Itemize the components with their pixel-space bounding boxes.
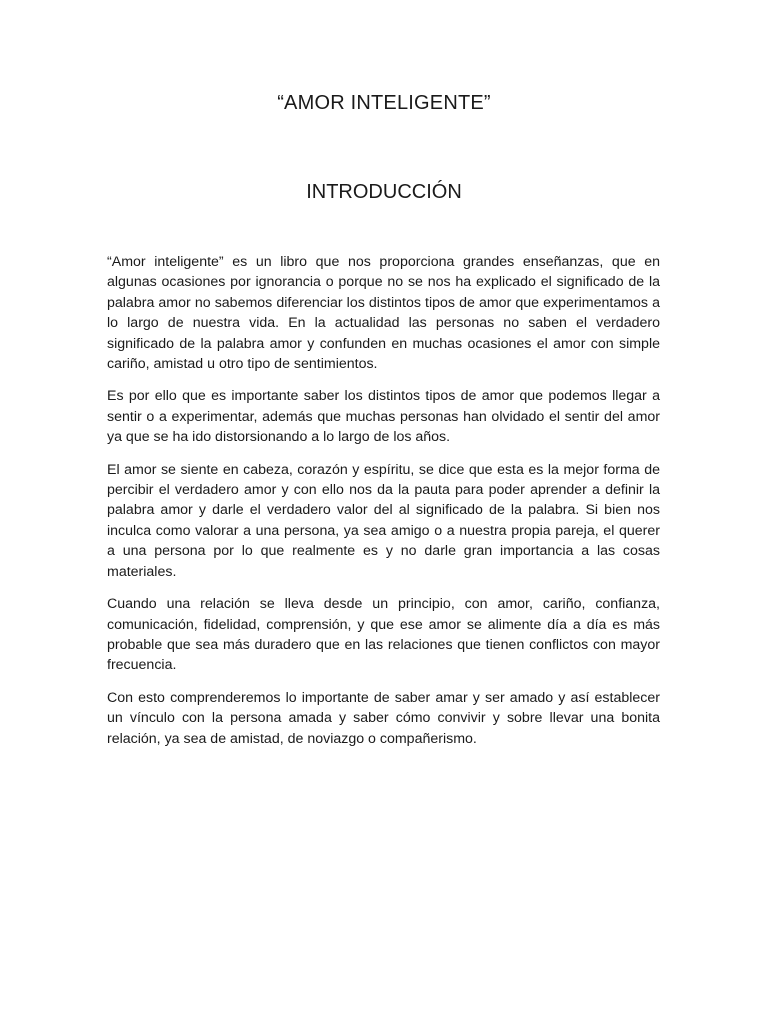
paragraph: El amor se siente en cabeza, corazón y espíritu, se dice que esta es la mejor forma de percibir el verdadero amor y con ello nos da la pauta para poder aprender a definir la palabra amor y darle el verdadero valor del al significado de la palabra. Si bien nos inculca como valorar a una persona, ya sea amigo o a nuestra propia pareja, el querer a una persona por lo que realmente es y no darle gran importancia a las cosas materiales. [107,461,660,580]
paragraph: “Amor inteligente” es un libro que nos proporciona grandes enseñanzas, que en algunas ocasiones por ignorancia o porque no se nos ha explicado el significado de la palabra amor no sabemos diferenciar los distintos tipos de amor que experimentamos a lo largo de nuestra vida. En la actualidad las personas no saben el verdadero significado de la palabra amor y confunden en muchas ocasiones el amor con simple cariño, amistad u otro tipo de sentimientos. [107,254,660,373]
document-body [107,252,660,761]
paragraph: Es por ello que es importante saber los distintos tipos de amor que podemos llegar a sentir o a experimentar, además que muchas personas han olvidado el sentir del amor ya que se ha ido distorsionando a lo largo de los años. [107,388,660,446]
paragraph: Cuando una relación se lleva desde un principio, con amor, cariño, confianza, comunicación, fidelidad, comprensión, y que ese amor se alimente día a día es más probable que sea más duradero que en las relaciones que tienen conflictos con mayor frecuencia. [107,596,660,674]
paragraph: Con esto comprenderemos lo importante de saber amar y ser amado y así establecer un vínculo con la persona amada y saber cómo convivir y sobre llevar una bonita relación, ya sea de amistad, de noviazgo o compañerismo. [107,689,660,747]
document-title: “AMOR INTELIGENTE” [277,92,491,114]
section-heading: INTRODUCCIÓN [306,181,462,203]
